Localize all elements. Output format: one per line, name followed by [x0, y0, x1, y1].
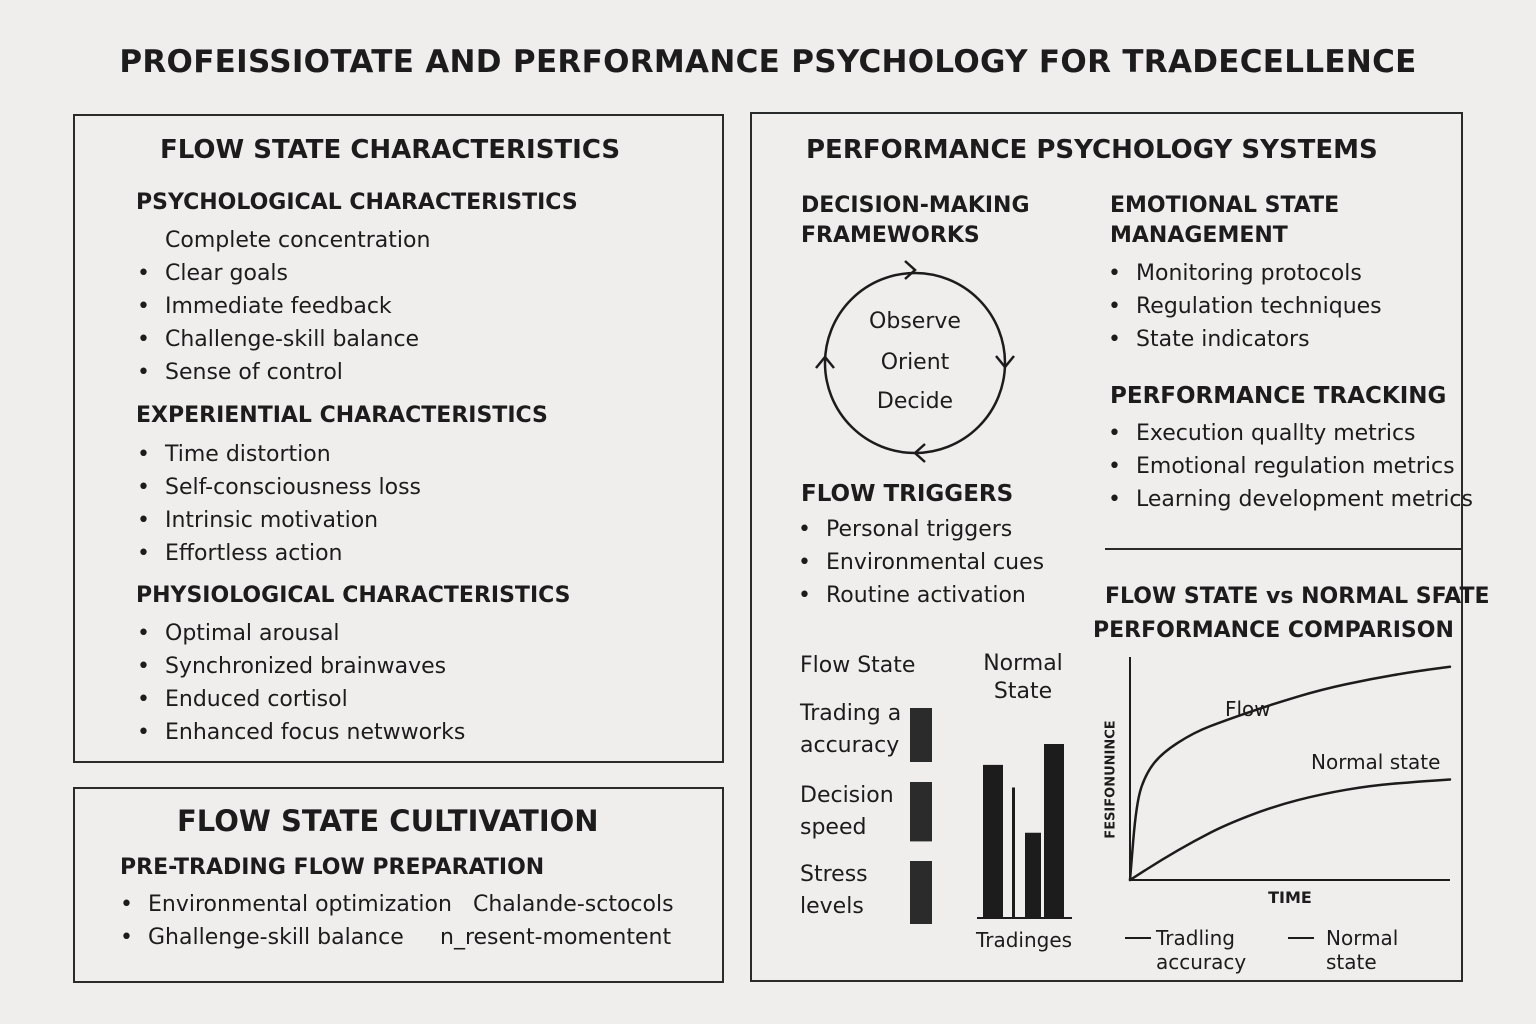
line-chart-title-line1: FLOW STATE vs NORMAL SFATE	[1105, 584, 1490, 609]
bar-category-line2: levels	[800, 894, 864, 919]
list-item: • Synchronized brainwaves	[135, 650, 465, 683]
list-item: • Self-consciousness loss	[135, 471, 421, 504]
list-item: • Challenge-skill balance	[135, 323, 430, 356]
list-item: • State indicators	[1106, 323, 1382, 356]
list-item: • Clear goals	[135, 257, 430, 290]
line-chart-ylabel: FESIFONUNINCE	[1103, 720, 1119, 839]
physiological-heading: PHYSIOLOGICAL CHARACTERISTICS	[136, 583, 571, 608]
legend-entry	[1156, 926, 1246, 974]
bar-category-label	[800, 780, 894, 844]
list-item: • Execution quallty metrics	[1106, 417, 1473, 450]
cycle-observe: Observe	[869, 309, 961, 334]
flow-characteristics-title: FLOW STATE CHARACTERISTICS	[160, 135, 621, 165]
emotional-heading-line1: EMOTIONAL STATE	[1110, 193, 1340, 218]
experiential-list	[135, 438, 421, 570]
list-item: • Immediate feedback	[135, 290, 430, 323]
flow-bar	[910, 782, 932, 841]
bar-chart	[900, 690, 1080, 925]
line-chart-title	[1093, 580, 1490, 648]
page-title: PROFEISSIOTATE AND PERFORMANCE PSYCHOLOGY FOR TRADECELLENCE	[119, 44, 1417, 80]
legend-line1: Normal	[1326, 926, 1399, 950]
legend-line2: state	[1326, 950, 1377, 974]
line-chart-xlabel: TIME	[1268, 888, 1312, 907]
normal-bar	[1025, 833, 1041, 918]
list-item: • Environmental optimization	[118, 888, 452, 921]
list-item: • Ghallenge-skill balance	[118, 921, 452, 954]
psychological-heading: PSYCHOLOGICAL CHARACTERISTICS	[136, 190, 578, 215]
list-item: • Personal triggers	[796, 513, 1044, 546]
physiological-list	[135, 617, 465, 749]
bar-chart-title-right-line1: Normal	[983, 651, 1063, 676]
cycle-orient: Orient	[880, 350, 950, 375]
psychological-list	[135, 224, 430, 389]
list-item: • Learning development metrics	[1106, 483, 1473, 516]
cycle-arrow-top-icon	[905, 261, 915, 279]
emotional-heading-line2: MANAGEMENT	[1110, 223, 1288, 248]
cultivation-col2-item: Chalande-sctocols	[473, 892, 674, 917]
legend-swatch	[1288, 937, 1314, 939]
list-item: • Environmental cues	[796, 546, 1044, 579]
list-item: • Regulation techniques	[1106, 290, 1382, 323]
bar-chart-title-right-line2: State	[993, 679, 1053, 704]
bar-chart-xlabel: Tradinges	[975, 928, 1073, 952]
legend-line1: Tradling	[1156, 926, 1235, 950]
cultivation-list-col1	[118, 888, 452, 954]
list-item: • Emotional regulation metrics	[1106, 450, 1473, 483]
tracking-divider	[1105, 548, 1463, 550]
legend-line2: accuracy	[1156, 950, 1247, 974]
triggers-heading: FLOW TRIGGERS	[801, 481, 1014, 507]
bar-category-label	[800, 859, 868, 923]
list-item: • Sense of control	[135, 356, 430, 389]
normal-bar	[1044, 744, 1064, 918]
cycle-decide: Decide	[876, 389, 954, 414]
line-chart-title-line2: PERFORMANCE COMPARISON	[1093, 618, 1454, 643]
list-item: • Enduced cortisol	[135, 683, 465, 716]
normal-series-line	[1130, 780, 1450, 880]
emotional-list	[1106, 257, 1382, 356]
list-item: • Effortless action	[135, 537, 421, 570]
normal-bar	[1012, 788, 1015, 919]
bar-category-line1: Stress	[800, 862, 868, 887]
list-item: • Enhanced focus netwworks	[135, 716, 465, 749]
flow-bar	[910, 708, 932, 762]
tracking-heading: PERFORMANCE TRACKING	[1110, 383, 1447, 409]
cultivation-title: FLOW STATE CULTIVATION	[177, 804, 599, 838]
tracking-list	[1106, 417, 1473, 516]
decision-heading-line2: FRAMEWORKS	[801, 223, 980, 248]
decision-heading	[801, 191, 1030, 251]
line-series-label-flow: Flow	[1225, 697, 1271, 721]
bar-category-label	[800, 698, 901, 762]
legend-swatch	[1125, 937, 1151, 939]
bar-category-line2: accuracy	[800, 733, 900, 758]
decision-heading-line1: DECISION-MAKING	[801, 193, 1030, 218]
performance-title: PERFORMANCE PSYCHOLOGY SYSTEMS	[806, 135, 1378, 165]
list-item: • Intrinsic motivation	[135, 504, 421, 537]
bar-chart-title-left: Flow State	[800, 653, 916, 678]
bar-category-line2: speed	[800, 815, 867, 840]
list-item: • Optimal arousal	[135, 617, 465, 650]
list-item: Complete concentration	[165, 228, 431, 253]
experiential-heading: EXPERIENTIAL CHARACTERISTICS	[136, 403, 548, 428]
pre-trading-heading: PRE-TRADING FLOW PREPARATION	[120, 855, 545, 880]
list-item: • Time distortion	[135, 438, 421, 471]
triggers-list	[796, 513, 1044, 612]
list-item: • Monitoring protocols	[1106, 257, 1382, 290]
flow-bar	[910, 861, 932, 924]
line-series-label-normal: Normal state	[1311, 750, 1441, 774]
performance-panel-bottom	[750, 980, 1463, 982]
emotional-heading	[1110, 191, 1339, 251]
list-item: • Routine activation	[796, 579, 1044, 612]
bar-category-line1: Decision	[800, 783, 894, 808]
normal-bar	[983, 765, 1003, 918]
bar-category-line1: Trading a	[800, 701, 902, 726]
legend-entry	[1326, 926, 1398, 974]
cultivation-col2-item: n_resent-momentent	[440, 925, 672, 950]
